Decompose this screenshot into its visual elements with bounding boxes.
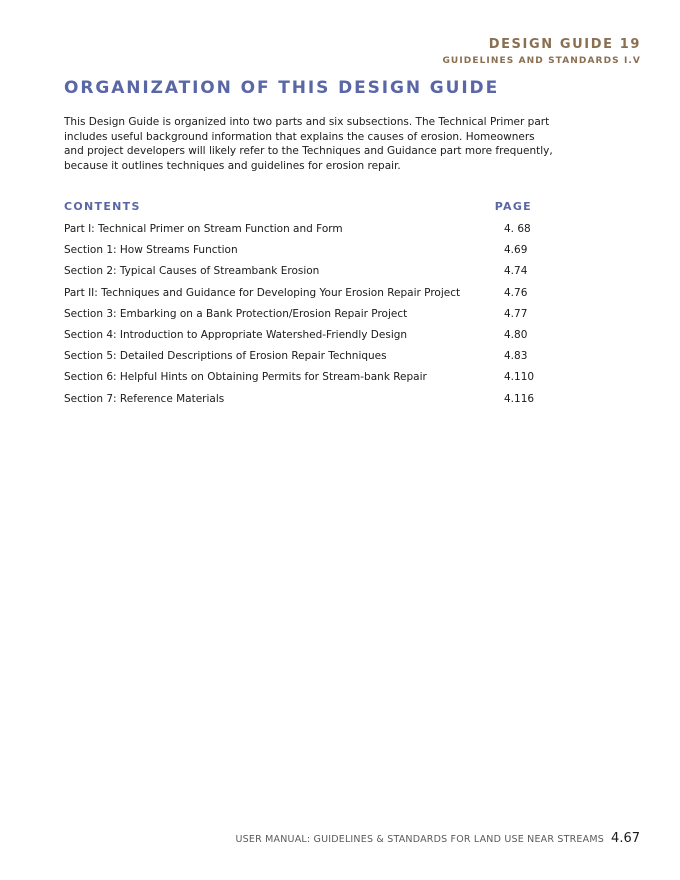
toc-row — [64, 222, 536, 243]
toc-title: Section 2: Typical Causes of Streambank Erosion — [64, 265, 320, 278]
toc-page: 4.76 — [504, 286, 528, 299]
toc-title: Section 6: Helpful Hints on Obtaining Permits for Stream-bank Repair — [64, 371, 427, 384]
toc-row — [64, 307, 536, 328]
toc-title: Part I: Technical Primer on Stream Function and Form — [64, 223, 343, 235]
toc-row — [64, 349, 536, 370]
toc-row — [64, 370, 536, 391]
contents-heading: CONTENTS — [64, 200, 141, 213]
toc-page: 4.80 — [504, 328, 528, 341]
toc-page: 4.77 — [504, 307, 528, 320]
page-title: ORGANIZATION OF THIS DESIGN GUIDE — [64, 78, 500, 98]
toc-page: 4.74 — [504, 265, 528, 278]
toc-row — [64, 264, 536, 285]
page-heading: PAGE — [494, 200, 532, 213]
table-of-contents — [64, 222, 536, 413]
toc-title: Section 5: Detailed Descriptions of Erosion Repair Techniques — [64, 350, 387, 363]
toc-title: Section 3: Embarking on a Bank Protection/Erosion Repair Project — [64, 307, 408, 320]
toc-page: 4.110 — [504, 371, 535, 384]
toc-title: Section 1: How Streams Function — [64, 244, 238, 257]
toc-page: 4.83 — [504, 350, 528, 363]
toc-page: 4.116 — [504, 392, 535, 405]
toc-row — [64, 243, 536, 264]
intro-line: This Design Guide is organized into two parts and six subsections. The Technical Primer part — [64, 116, 550, 128]
toc-title: Section 7: Reference Materials — [64, 392, 225, 405]
toc-title: Part II: Techniques and Guidance for Developing Your Erosion Repair Project — [64, 286, 461, 299]
page-footer — [236, 827, 640, 846]
intro-line: because it outlines techniques and guidelines for erosion repair. — [64, 159, 401, 172]
toc-page: 4.69 — [504, 244, 528, 257]
toc-title: Section 4: Introduction to Appropriate Watershed-Friendly Design — [64, 328, 408, 341]
toc-row — [64, 392, 536, 413]
footer-text: USER MANUAL: GUIDELINES & STANDARDS FOR LAND USE NEAR STREAMS — [235, 834, 604, 845]
contents-header — [64, 200, 532, 213]
guide-number: DESIGN GUIDE 19 — [488, 37, 641, 52]
toc-row — [64, 286, 536, 307]
intro-paragraph — [64, 115, 553, 173]
footer-page-number: 4.67 — [611, 831, 640, 846]
guide-subtitle: GUIDELINES AND STANDARDS I.V — [442, 56, 641, 66]
intro-line: includes useful background information that explains the causes of erosion. Homeowners — [64, 130, 535, 143]
intro-line: and project developers will likely refer to the Techniques and Guidance part more frequently, — [64, 145, 553, 158]
toc-row — [64, 328, 536, 349]
toc-page: 4. 68 — [504, 223, 531, 235]
